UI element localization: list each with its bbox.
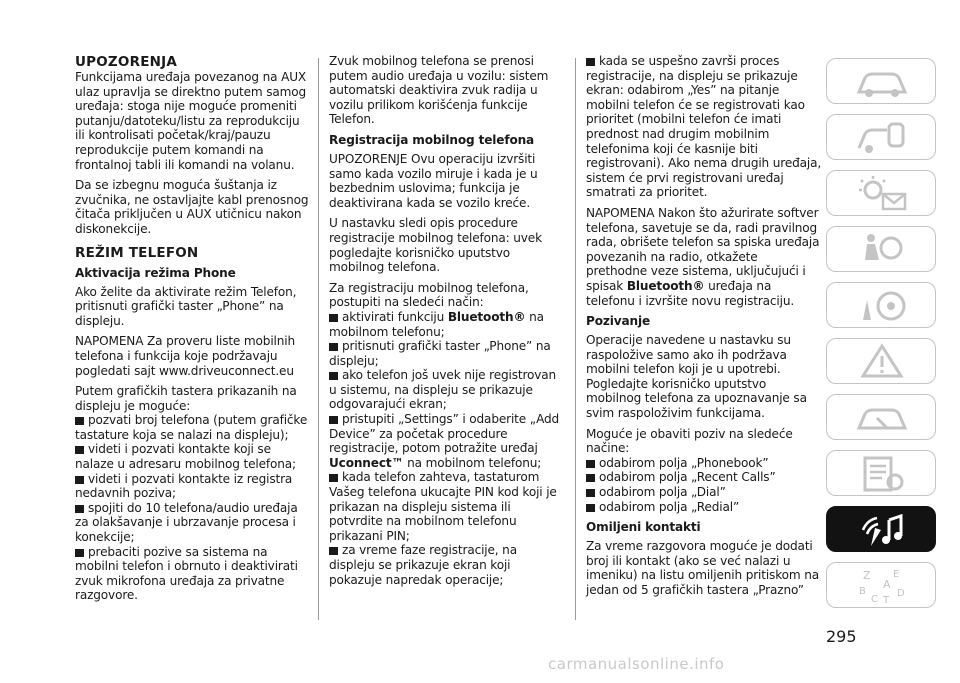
list-item: odabirom polja „Redial” — [586, 500, 822, 515]
list-item: pozvati broj telefona (putem grafičke tastature koja se nalazi na displeju); — [75, 413, 308, 442]
favorites-subheading: Omiljeni kontakti — [586, 520, 701, 535]
calling-paragraph: Operacije navedene u nastavku su raspoložive samo ako ih podržava mobilni telefon koji je u upotrebi. Pogledajte korisničko uputstvo mobilnog telefona za upoznavanje sa svim raspoloživim funkcijama. — [586, 333, 807, 421]
warning-paragraph-1: Funkcijama uređaja povezanog na AUX ulaz upravlja se direktno putem samog uređaja: stoga nije moguće promeniti putanju/datoteku/listu za reprodukciju ili kontrolisati početak/kraj/pauzu reprodukcije putem komandi na frontalnoj tabli ili komandi na volanu. — [75, 70, 307, 172]
steps-intro: Za registraciju mobilnog telefona, postupiti na sledeći način: — [329, 280, 529, 310]
car-dashboard-icon — [853, 62, 911, 102]
bullet-icon — [75, 417, 84, 425]
multimedia-icon — [853, 510, 911, 550]
airbag-safety-icon — [853, 230, 911, 270]
phone-mode-heading: REŽIM TELEFON — [75, 244, 199, 261]
tab-safety[interactable] — [826, 226, 936, 272]
list-item: kada se uspešno završi proces registracije, na displeju se prikazuje ekran: odabirom „Yes” na pitanje mobilni telefon će se registrovati kao prioritet (mobilni telefon će imati prednost nad drugim mobilnim telefonima koji će kasnije biti registrovani). Ako nema drugih uređaja, sistem će prvi registrovani uređaj smatrati za prioritet. — [586, 54, 822, 200]
car-key-icon — [853, 118, 911, 158]
bullet-icon — [586, 460, 595, 468]
list-item: pritisnuti grafički taster „Phone” na displeju; — [329, 339, 551, 368]
bullet-icon — [329, 474, 338, 482]
list-item: videti i pozvati kontakte koji se nalaze u adresaru mobilnog telefona; — [75, 442, 296, 472]
list-item: pristupiti „Settings” i odaberite „Add Device” za početak procedure registracije, potom potražite uređaj Uconnect™ na mobilnom telefonu; — [329, 412, 560, 470]
tab-multimedia[interactable] — [826, 506, 936, 552]
bullet-icon — [586, 58, 595, 66]
bullet-icon — [329, 343, 338, 351]
registration-warning: UPOZORENJE Ovu operaciju izvršiti samo kada vozilo miruje i kada je u bezbednim uslovima; funkcija je deaktivirana kada se vozilo kreće. — [329, 151, 538, 210]
bullet-icon — [329, 372, 338, 380]
column-2 — [329, 54, 565, 587]
note-paragraph: NAPOMENA Za proveru liste mobilnih telefona i funkcija koje podržavaju pogledati sajt www.driveuconnect.eu — [75, 334, 295, 378]
tab-warning-lights[interactable] — [826, 170, 936, 216]
tab-starting[interactable] — [826, 282, 936, 328]
emergency-triangle-icon — [853, 342, 911, 382]
index-letter: T — [883, 595, 890, 606]
bullet-icon — [75, 446, 84, 454]
bullet-icon — [329, 547, 338, 555]
activation-paragraph: Ako želite da aktivirate režim Telefon, pritisnuti grafički taster „Phone” na displeju. — [75, 284, 297, 328]
bullet-icon — [586, 474, 595, 482]
index-letter: B — [859, 586, 866, 597]
list-intro: Putem grafičkih tastera prikazanih na displeju je moguće: — [75, 384, 297, 413]
list-item: videti i pozvati kontakte iz registra nedavnih poziva; — [75, 471, 293, 501]
index-letter: D — [897, 588, 905, 599]
column-divider-2 — [575, 58, 576, 620]
car-maintenance-icon — [853, 398, 911, 438]
intro-paragraph: Zvuk mobilnog telefona se prenosi putem audio uređaja u vozilu: sistem automatski deaktivira zvuk radija u vozilu prilikom korišćenja funkcije Telefon. — [329, 54, 549, 127]
bullet-icon — [586, 504, 595, 512]
tab-maintenance[interactable] — [826, 394, 936, 440]
list-item: aktivirati funkciju Bluetooth® na mobilnom telefonu; — [329, 309, 544, 339]
watermark: carmanualsonline.info — [548, 655, 725, 673]
bullet-icon — [586, 489, 595, 497]
bullet-icon — [75, 505, 84, 513]
bullet-icon — [329, 416, 338, 424]
steering-starting-icon — [853, 286, 911, 326]
bullet-icon — [75, 476, 84, 484]
list-item: odabirom polja „Phonebook” — [586, 456, 822, 471]
list-item: ako telefon još uvek nije registrovan u sistemu, na displeju se prikazuje odgovarajući ekran; — [329, 368, 557, 412]
tab-technical-data[interactable] — [826, 450, 936, 496]
list-item: kada telefon zahteva, tastaturom Vašeg telefona ukucajte PIN kod koji je prikazan na displeju sistema ili potvrdite na mobilnom telefonu prikazani PIN; — [329, 470, 557, 543]
favorites-paragraph: Za vreme razgovora moguće je dodati broj ili kontakt (ako se već nalazi u imeniku) na listu omiljenih pritiskom na jedan od 5 grafičkih tastera „Prazno” — [586, 539, 819, 597]
tab-key[interactable] — [826, 114, 936, 160]
tab-emergency[interactable] — [826, 338, 936, 384]
warning-heading: UPOZORENJA — [75, 54, 177, 70]
tab-dashboard[interactable] — [826, 58, 936, 104]
list-item: spojiti do 10 telefona/audio uređaja za olakšavanje i ubrzavanje procesa i konekcije; — [75, 500, 298, 545]
activation-subheading: Aktivacija režima Phone — [75, 265, 236, 280]
software-note: NAPOMENA Nakon što ažurirate softver telefona, savetuje se da, radi pravilnog rada, obrišete telefon sa spiska uređaja povezanih na radio, otkažete prethodne veze sistema, uključujući i spisak Bluetooth® uređaja na telefonu i izvršite novu registraciju. — [586, 205, 820, 308]
bullet-icon — [75, 549, 84, 557]
procedure-paragraph: U nastavku sledi opis procedure registracije mobilnog telefona: uvek pogledajte korisničko uputstvo mobilnog telefona. — [329, 216, 542, 275]
index-letter: Z — [863, 569, 871, 582]
column-1 — [75, 54, 311, 603]
index-letter: A — [883, 578, 891, 591]
list-item: za vreme faze registracije, na displeju se prikazuje ekran koji pokazuje napredak operacije; — [329, 543, 517, 587]
bullet-icon — [329, 314, 338, 322]
list-item: prebaciti pozive sa sistema na mobilni telefon i obrnuto i deaktivirati zvuk mikrofona uređaja za privatne razgovore. — [75, 544, 298, 603]
registration-subheading: Registracija mobilnog telefona — [329, 132, 535, 147]
warning-light-message-icon — [853, 174, 911, 214]
index-letter: C — [871, 594, 878, 605]
calling-subheading: Pozivanje — [586, 314, 651, 329]
technical-data-icon — [853, 454, 911, 494]
tab-index[interactable] — [826, 562, 936, 608]
alphabetical-index-icon — [853, 566, 911, 606]
list-item: odabirom polja „Dial” — [586, 485, 822, 500]
page-number: 295 — [826, 627, 857, 646]
list-item: odabirom polja „Recent Calls” — [586, 470, 822, 485]
column-divider-1 — [318, 58, 319, 620]
index-letter: E — [893, 569, 900, 580]
column-3 — [586, 54, 822, 604]
warning-paragraph-2: Da se izbegnu moguća šuštanja iz zvučnika, ne ostavljajte kabl prenosnog čitača priključen u AUX utičnicu nakon diskonekcije. — [75, 178, 309, 236]
calling-intro: Moguće je obaviti poziv na sledeće načine: — [586, 426, 793, 456]
